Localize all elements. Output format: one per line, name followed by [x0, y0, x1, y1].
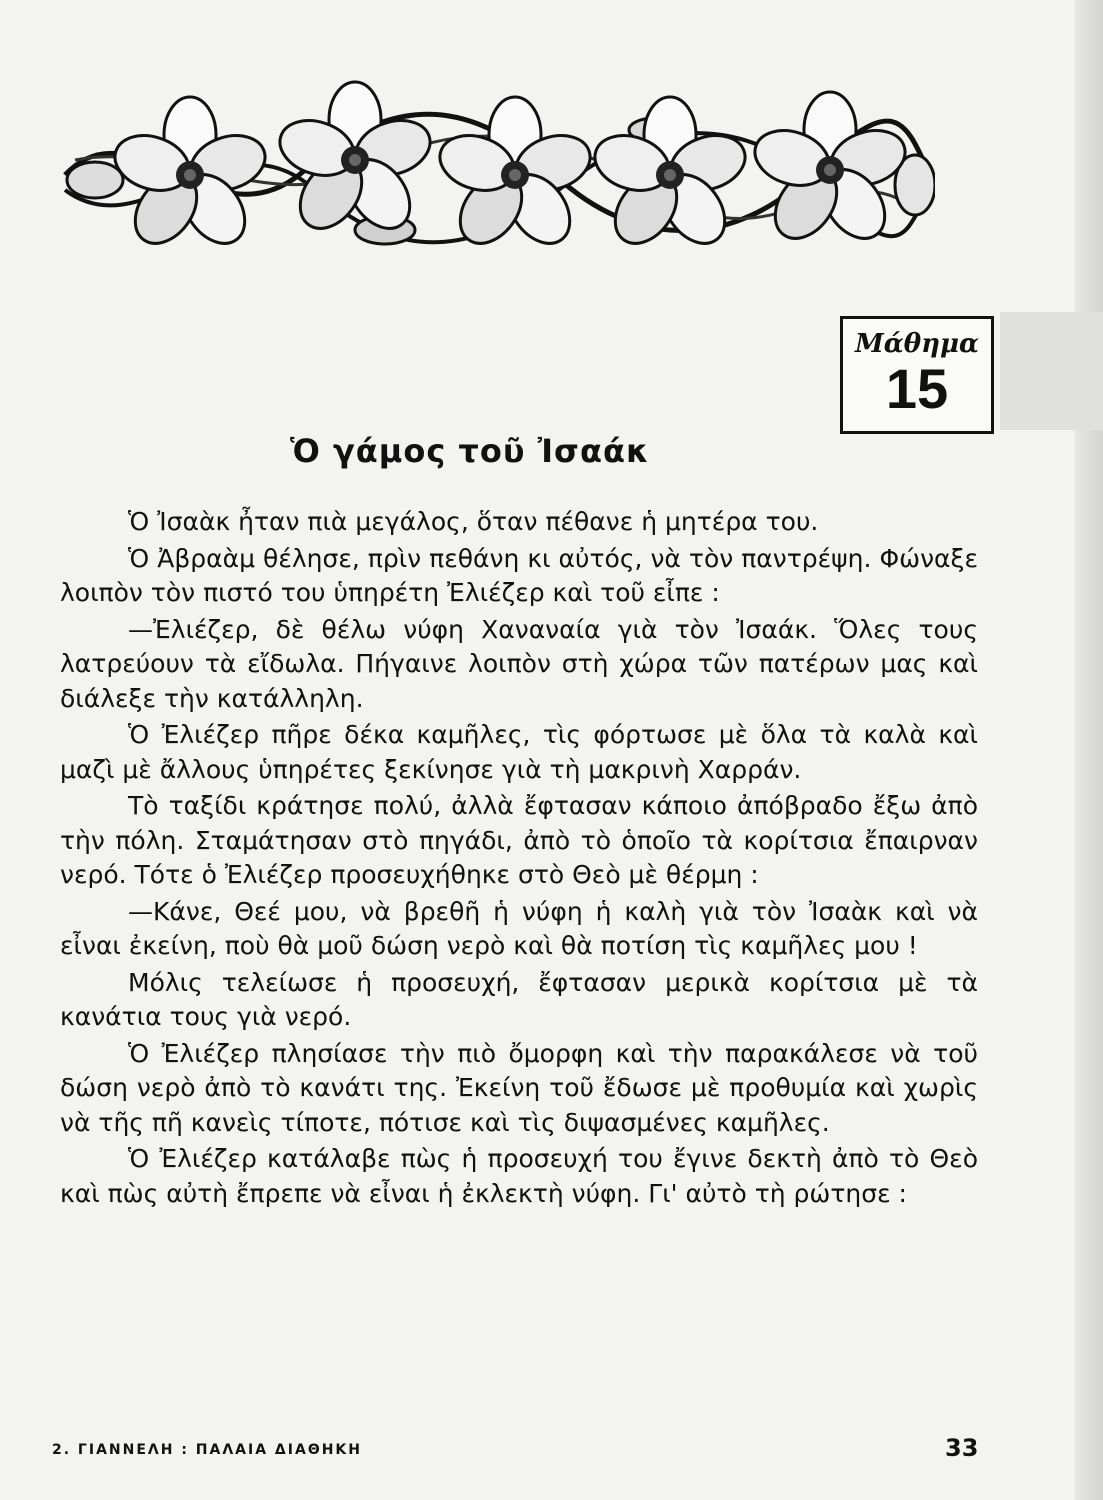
paragraph: Ὁ Ἐλιέζερ πλησίασε τὴν πιὸ ὄμορφη καὶ τὴν παρακάλεσε νὰ τοῦ δώση νερὸ ἀπὸ τὸ κανάτι της. Ἐκείνη τοῦ ἔδωσε μὲ προθυμία καὶ χωρὶς νὰ τῆς πῆ κανεὶς τίποτε, πότισε καὶ τὶς διψασμένες καμῆλες. — [60, 1038, 978, 1137]
lesson-label: Μάθημα — [854, 329, 980, 359]
lesson-title: Ὁ γάμος τοῦ Ἰσαάκ — [290, 432, 650, 470]
paragraph: Ὁ Ἐλιέζερ πῆρε δέκα καμῆλες, τὶς φόρτωσε μὲ ὅλα τὰ καλὰ καὶ μαζὶ μὲ ἄλλους ὑπηρέτες ξεκίνησε γιὰ τὴ μακρινὴ Χαρράν. — [60, 720, 978, 784]
paragraph: Ὁ Ἀβραὰμ θέλησε, πρὶν πεθάνη κι αὐτός, νὰ τὸν παντρέψη. Φώναξε λοιπὸν τὸν πιστό του ὑπηρέτη Ἐλιέζερ καὶ τοῦ εἶπε : — [60, 543, 978, 607]
paragraph: Ὁ Ἐλιέζερ κατάλαβε πὼς ἡ προσευχή του ἔγινε δεκτὴ ἀπὸ τὸ Θεὸ καὶ πὼς αὐτὴ ἔπρεπε νὰ εἶναι ἡ ἐκλεκτὴ νύφη. Γι' αὐτὸ τὴ ρώτησε : — [60, 1144, 978, 1208]
header-band — [1000, 312, 1103, 430]
paragraph: Μόλις τελείωσε ἡ προσευχή, ἔφτασαν μερικὰ κορίτσια μὲ τὰ κανάτια τους γιὰ νερό. — [60, 967, 978, 1031]
body-text — [60, 505, 978, 1213]
footer-book-title: 2. ΓΙΑΝΝΕΛΗ : ΠΑΛΑΙΑ ΔΙΑΘΗΚΗ — [52, 1442, 362, 1458]
page-edge — [1075, 0, 1103, 1500]
lesson-number: 15 — [885, 357, 949, 420]
paragraph: Τὸ ταξίδι κράτησε πολύ, ἀλλὰ ἔφτασαν κάποιο ἀπόβραδο ἔξω ἀπὸ τὴν πόλη. Σταμάτησαν στὸ πηγάδι, ἀπὸ τὸ ὁποῖο τὰ κορίτσια ἔπαιρναν νερό. Τότε ὁ Ἐλιέζερ προσευχήθηκε στὸ Θεὸ μὲ θέρμη : — [60, 791, 978, 889]
paragraph: Ὁ Ἰσαὰκ ἦταν πιὰ μεγάλος, ὅταν πέθανε ἡ μητέρα του. — [128, 507, 819, 536]
page-number: 33 — [945, 1434, 979, 1462]
lesson-box — [840, 316, 994, 434]
paragraph: —Κάνε, Θεέ μου, νὰ βρεθῆ ἡ νύφη ἡ καλὴ γιὰ τὸν Ἰσαὰκ καὶ νὰ εἶναι ἐκείνη, ποὺ θὰ μοῦ δώση νερὸ καὶ θὰ ποτίση τὶς καμῆλες μου ! — [60, 896, 978, 960]
flower-banner-illustration — [55, 80, 935, 270]
paragraph: —Ἐλιέζερ, δὲ θέλω νύφη Χαναναία γιὰ τὸν Ἰσαάκ. Ὅλες τους λατρεύουν τὰ εἴδωλα. Πήγαινε λοιπὸν στὴ χώρα τῶν πατέρων μας καὶ διάλεξε τὴν κατάλληλη. — [60, 614, 978, 713]
